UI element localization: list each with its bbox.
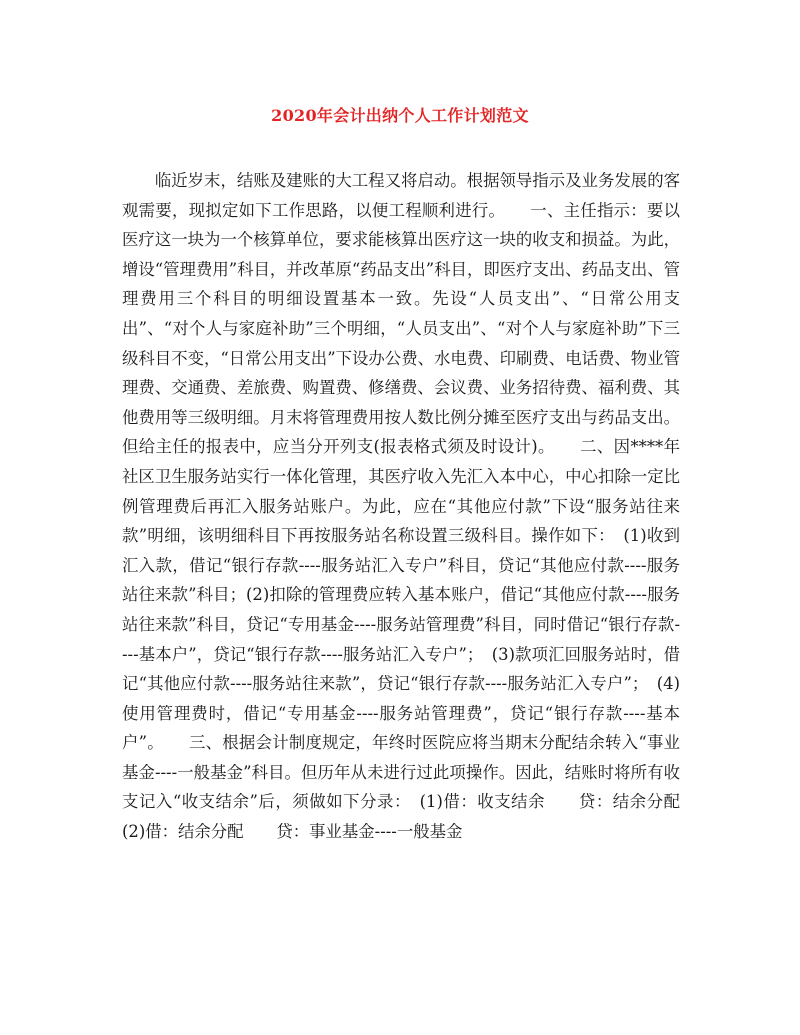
document-body: 临近岁末，结账及建账的大工程又将启动。根据领导指示及业务发展的客观需要，现拟定如下工作思路，以便工程顺利进行。 一、主任指示：要以医疗这一块为一个核算单位，要求能核算出医疗这一块的收支和损益。为此，增设“管理费用”科目，并改革原“药品支出”科目，即医疗支出、药品支出、管理费用三个科目的明细设置基本一致。先设“人员支出”、“日常公用支出”、“对个人与家庭补助”三个明细，“人员支出”、“对个人与家庭补助”下三级科目不变，“日常公用支出”下设办公费、水电费、印刷费、电话费、物业管理费、交通费、差旅费、购置费、修缮费、会议费、业务招待费、福利费、其他费用等三级明细。月末将管理费用按人数比例分摊至医疗支出与药品支出。但给主任的报表中，应当分开列支(报表格式须及时设计)。 二、因****年社区卫生服务站实行一体化管理，其医疗收入先汇入本中心，中心扣除一定比例管理费后再汇入服务站账户。为此，应在“其他应付款”下设“服务站往来款”明细，该明细科目下再按服务站名称设置三级科目。操作如下： (1)收到汇入款，借记“银行存款----服务站汇入专户”科目，贷记“其他应付款----服务站往来款”科目；(2)扣除的管理费应转入基本账户，借记“其他应付款----服务站往来款”科目，贷记“专用基金----服务站管理费”科目，同时借记“银行存款----基本户”，贷记“银行存款----服务站汇入专户”； (3)款项汇回服务站时，借记“其他应付款----服务站往来款”，贷记“银行存款----服务站汇入专户”； (4)使用管理费时，借记“专用基金----服务站管理费”，贷记“银行存款----基本户”。 三、根据会计制度规定，年终时医院应将当期末分配结余转入“事业基金----一般基金”科目。但历年从未进行过此项操作。因此，结账时将所有收支记入“收支结余”后，须做如下分录： (1)借：收支结余 贷：结余分配 (2)借：结余分配 贷：事业基金----一般基金: [122, 171, 697, 842]
document-title: 2020年会计出纳个人工作计划范文: [271, 106, 529, 125]
